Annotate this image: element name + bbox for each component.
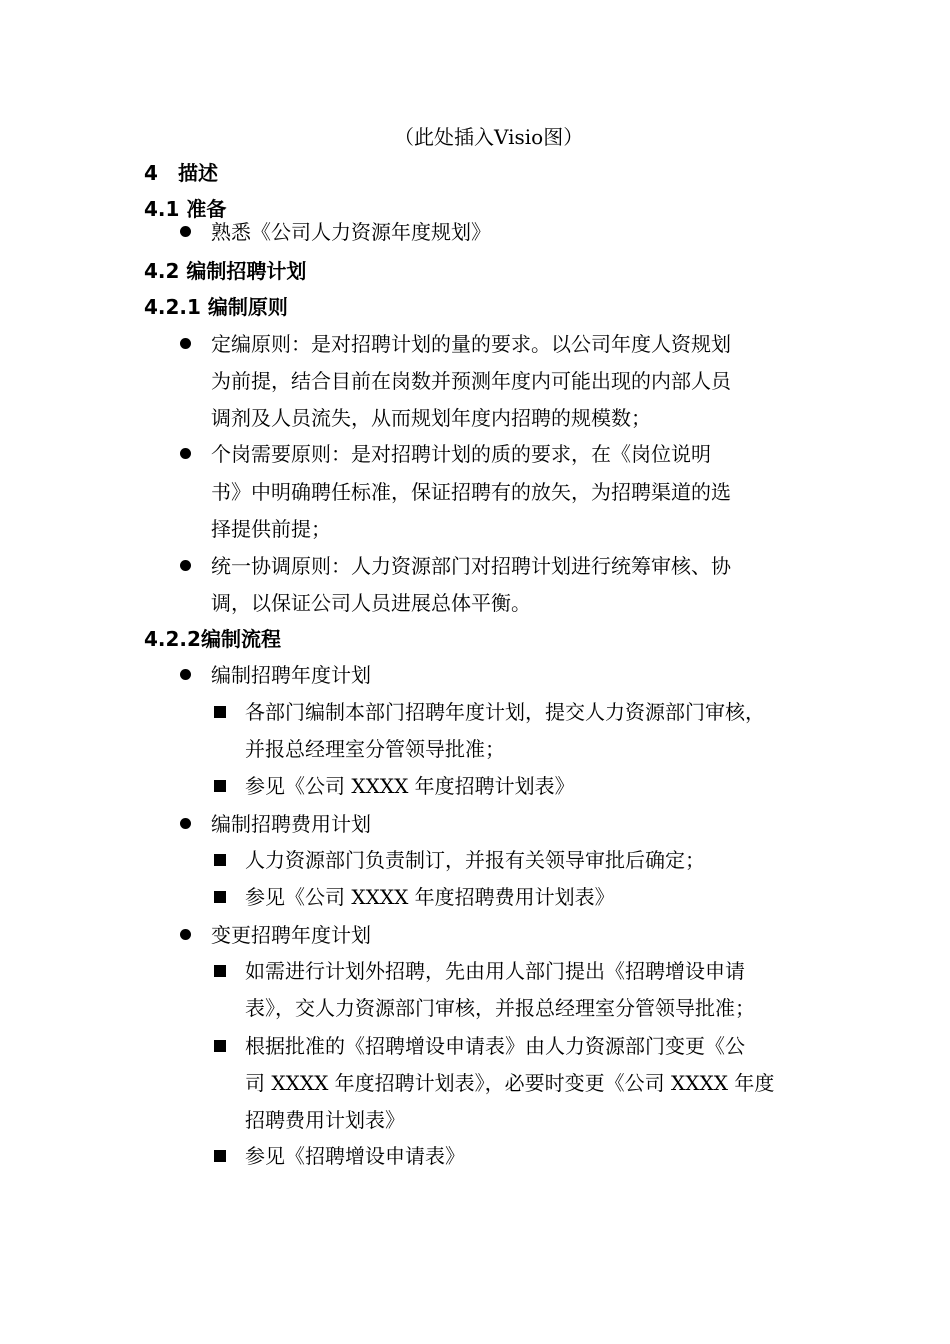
section-4-1-title: 4.1 准备 <box>144 197 227 221</box>
process-1-item-1-line-2: 并报总经理室分管领导批准； <box>245 737 505 761</box>
process-1-item-1-line-1: 各部门编制本部门招聘年度计划，提交人力资源部门审核， <box>245 700 765 724</box>
principle-2-line-3: 择提供前提； <box>211 517 331 541</box>
bullet-dot-icon <box>180 560 191 571</box>
bullet-dot-icon <box>180 338 191 349</box>
process-3-item-1-line-1: 如需进行计划外招聘，先由用人部门提出《招聘增设申请 <box>245 959 745 983</box>
principle-2-line-2: 书》中明确聘任标准，保证招聘有的放矢，为招聘渠道的选 <box>211 480 731 504</box>
bullet-square-icon <box>214 780 226 792</box>
section-4-title: 描述 <box>178 161 218 185</box>
bullet-square-icon <box>214 1150 226 1162</box>
section-4-1-bullet: 熟悉《公司人力资源年度规划》 <box>211 220 491 244</box>
principle-1-line-3: 调剂及人员流失，从而规划年度内招聘的规模数； <box>211 406 651 430</box>
bullet-square-icon <box>214 891 226 903</box>
process-1-item-2-line-1: 参见《公司 XXXX 年度招聘计划表》 <box>245 774 575 798</box>
principle-2-line-1: 个岗需要原则：是对招聘计划的质的要求，在《岗位说明 <box>211 442 711 466</box>
bullet-dot-icon <box>180 669 191 680</box>
process-group-3-label: 变更招聘年度计划 <box>211 923 371 947</box>
section-4-number: 4 <box>144 161 158 185</box>
process-2-item-2-line-1: 参见《公司 XXXX 年度招聘费用计划表》 <box>245 885 615 909</box>
principle-1-line-2: 为前提，结合目前在岗数并预测年度内可能出现的内部人员 <box>211 369 731 393</box>
bullet-square-icon <box>214 965 226 977</box>
process-2-item-1-line-1: 人力资源部门负责制订，并报有关领导审批后确定； <box>245 848 705 872</box>
process-3-item-2-line-3: 招聘费用计划表》 <box>245 1108 405 1132</box>
section-4-2-1-title: 4.2.1 编制原则 <box>144 295 288 319</box>
process-group-1-label: 编制招聘年度计划 <box>211 663 371 687</box>
bullet-square-icon <box>214 854 226 866</box>
bullet-dot-icon <box>180 226 191 237</box>
bullet-square-icon <box>214 1040 226 1052</box>
process-3-item-2-line-1: 根据批准的《招聘增设申请表》由人力资源部门变更《公 <box>245 1034 745 1058</box>
bullet-dot-icon <box>180 448 191 459</box>
bullet-dot-icon <box>180 818 191 829</box>
bullet-dot-icon <box>180 929 191 940</box>
principle-3-line-1: 统一协调原则：人力资源部门对招聘计划进行统筹审核、协 <box>211 554 731 578</box>
process-3-item-2-line-2: 司 XXXX 年度招聘计划表》，必要时变更《公司 XXXX 年度 <box>245 1071 775 1095</box>
visio-placeholder: （此处插入Visio图） <box>394 125 584 149</box>
process-group-2-label: 编制招聘费用计划 <box>211 812 371 836</box>
bullet-square-icon <box>214 706 226 718</box>
section-4-2-title: 4.2 编制招聘计划 <box>144 259 307 283</box>
principle-3-line-2: 调，以保证公司人员进展总体平衡。 <box>211 591 531 615</box>
process-3-item-3-line-1: 参见《招聘增设申请表》 <box>245 1144 465 1168</box>
process-3-item-1-line-2: 表》，交人力资源部门审核，并报总经理室分管领导批准； <box>245 996 755 1020</box>
section-4-2-2-title: 4.2.2编制流程 <box>144 627 281 651</box>
principle-1-line-1: 定编原则：是对招聘计划的量的要求。以公司年度人资规划 <box>211 332 731 356</box>
